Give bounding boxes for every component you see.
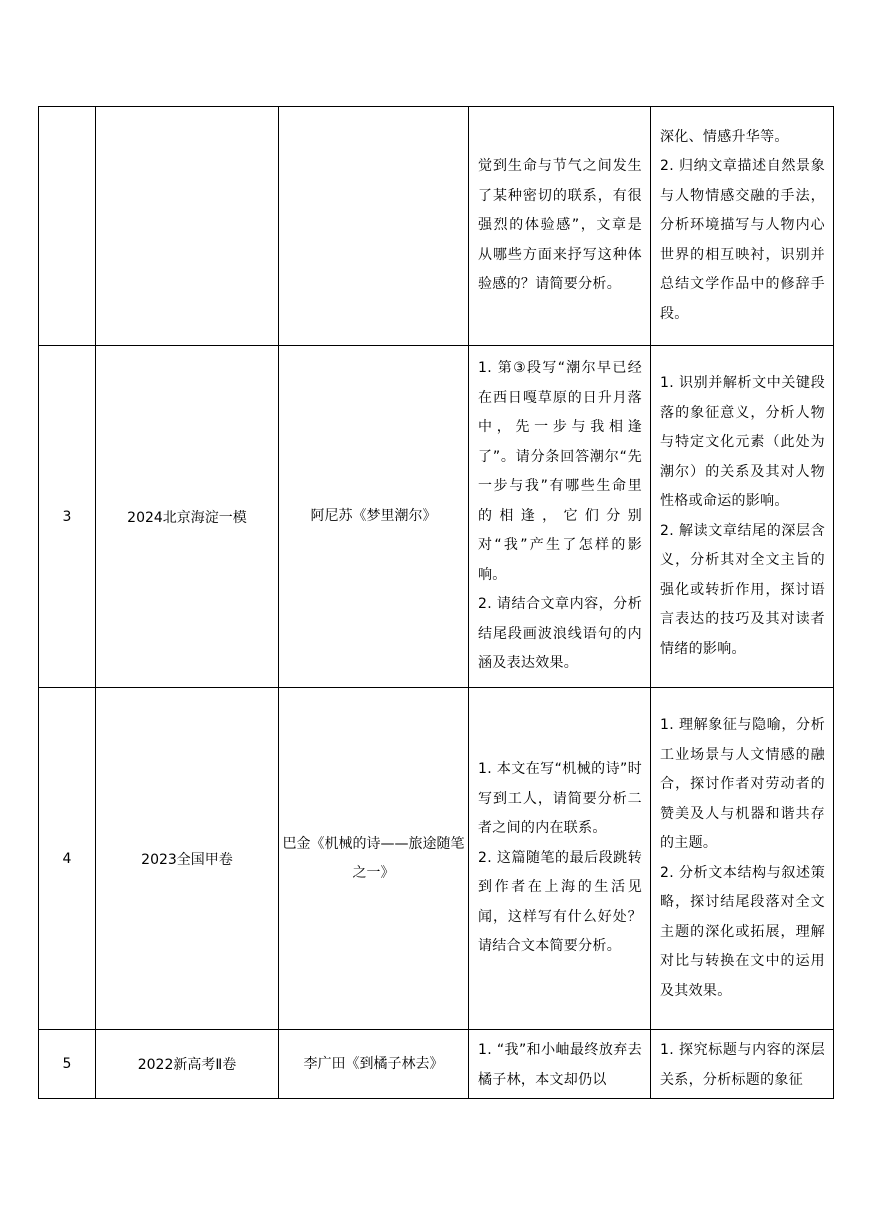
row-number: 3 <box>39 346 96 688</box>
question-text: 1. “我”和小岫最终放弃去橘子林，本文却仍以 <box>478 1042 642 1088</box>
row-number: 4 <box>39 688 96 1030</box>
exam-source: 2024北京海淀一模 <box>96 346 279 688</box>
question-cell <box>469 1030 651 1099</box>
question-cell <box>469 346 651 688</box>
question-text: 1. 第③段写“潮尔早已经在西日嘎草原的日升月落中，先一步与我相逢了”。请分条回答潮尔“先一步与我”有哪些生命里的相逢，它们分别对“我”产生了怎样的影响。 2. 请结合文章内容，分析结尾段画波浪线语句的内涵及表达效果。 <box>478 360 642 672</box>
question-analysis-table <box>38 106 834 1099</box>
ability-cell <box>651 346 834 688</box>
text-title: 巴金《机械的诗——旅途随笔之一》 <box>279 688 469 1030</box>
text-title: 阿尼苏《梦里潮尔》 <box>279 346 469 688</box>
row-number <box>39 107 96 346</box>
exam-source: 2023全国甲卷 <box>96 688 279 1030</box>
question-cell <box>469 107 651 346</box>
exam-source <box>96 107 279 346</box>
table-row <box>39 1030 834 1099</box>
question-text: 1. 本文在写“机械的诗”时写到工人，请简要分析二者之间的内在联系。 2. 这篇随笔的最后段跳转到作者在上海的生活见闻，这样写有什么好处？请结合文本简要分析。 <box>478 761 642 955</box>
ability-cell <box>651 107 834 346</box>
question-text: 觉到生命与节气之间发生了某种密切的联系，有很强烈的体验感”，文章是从哪些方面来抒写这种体验感的？请简要分析。 <box>478 158 642 293</box>
ability-cell <box>651 1030 834 1099</box>
ability-text: 1. 理解象征与隐喻，分析工业场景与人文情感的融合，探讨作者对劳动者的赞美及人与机器和谐共存的主题。 2. 分析文本结构与叙述策略，探讨结尾段落对全文主题的深化或拓展，理解对比与转换在文中的运用及其效果。 <box>660 717 825 999</box>
table-row <box>39 346 834 688</box>
text-title: 李广田《到橘子林去》 <box>279 1030 469 1099</box>
table-row <box>39 688 834 1030</box>
ability-text: 1. 识别并解析文中关键段落的象征意义，分析人物与特定文化元素（此处为潮尔）的关系及其对人物性格或命运的影响。 2. 解读文章结尾的深层含义，分析其对全文主旨的强化或转折作用，探讨语言表达的技巧及其对读者情绪的影响。 <box>660 375 825 657</box>
question-cell <box>469 688 651 1030</box>
exam-source: 2022新高考Ⅱ卷 <box>96 1030 279 1099</box>
table-row <box>39 107 834 346</box>
ability-text: 深化、情感升华等。 2. 归纳文章描述自然景象与人物情感交融的手法，分析环境描写与人物内心世界的相互映衬，识别并总结文学作品中的修辞手段。 <box>660 128 825 322</box>
ability-text: 1. 探究标题与内容的深层关系，分析标题的象征 <box>660 1042 825 1088</box>
row-number: 5 <box>39 1030 96 1099</box>
ability-cell <box>651 688 834 1030</box>
text-title <box>279 107 469 346</box>
